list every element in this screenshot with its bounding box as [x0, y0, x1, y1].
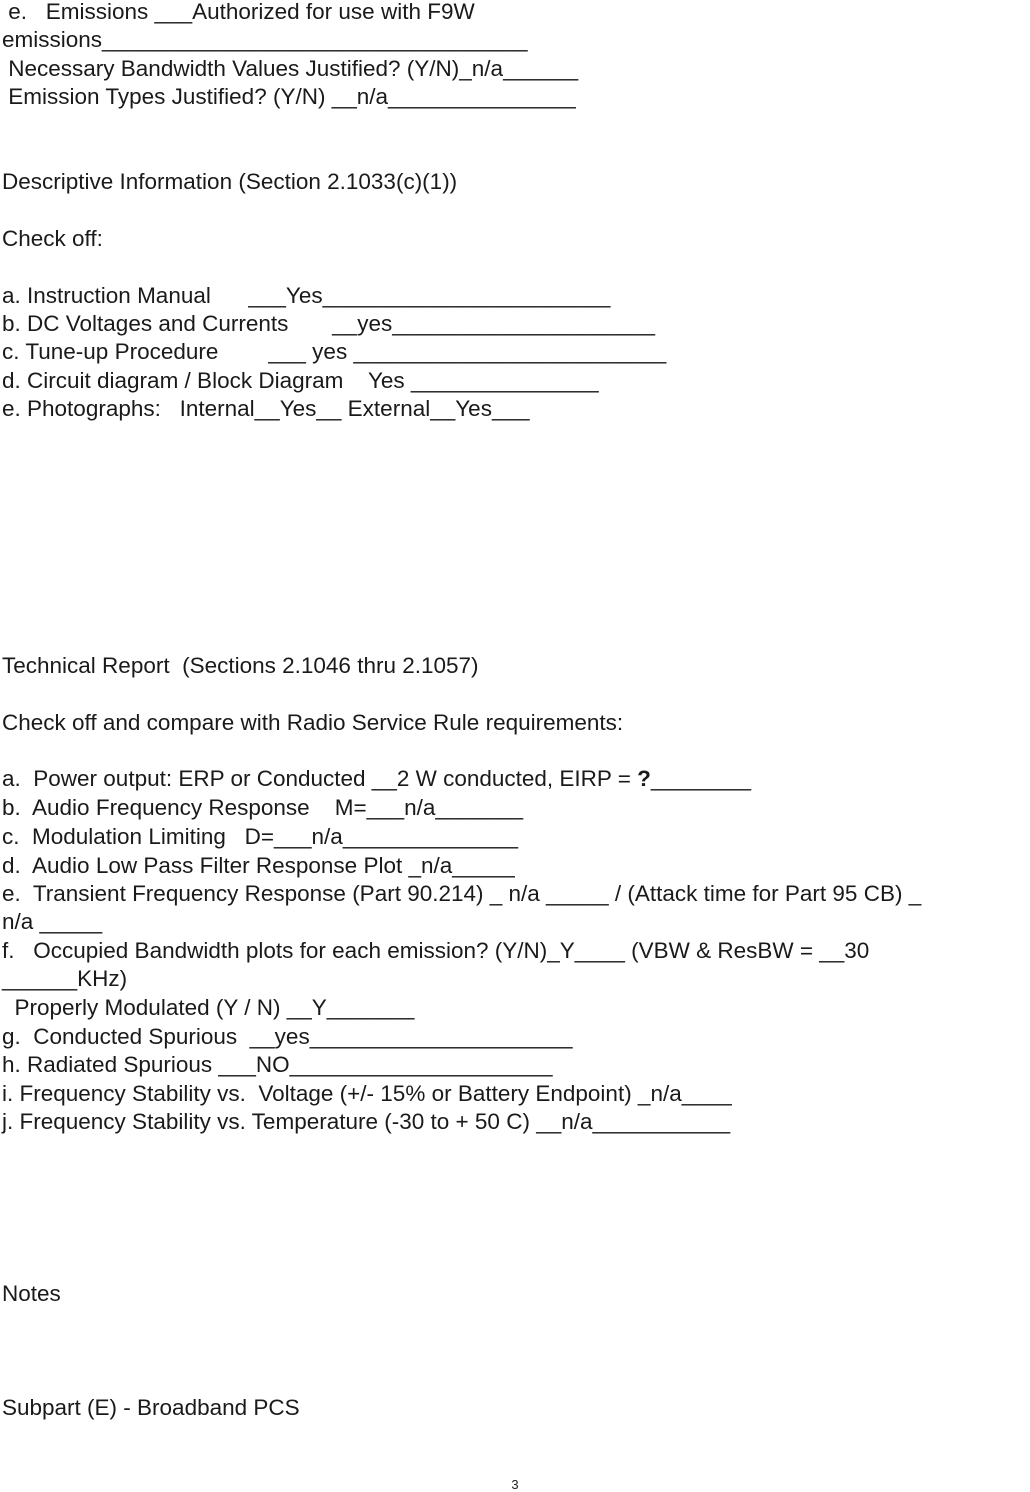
subpart-heading: Subpart (E) - Broadband PCS	[2, 1395, 300, 1420]
technical-item: b. Audio Frequency Response M=___n/a_______	[2, 795, 523, 820]
technical-item: g. Conducted Spurious __yes_____________________	[2, 1024, 573, 1049]
technical-item: d. Audio Low Pass Filter Response Plot _n/a_____	[2, 853, 515, 878]
technical-item: j. Frequency Stability vs. Temperature (-30 to + 50 C) __n/a___________	[2, 1109, 731, 1134]
technical-item: ______KHz)	[2, 966, 128, 991]
notes-heading: Notes	[2, 1281, 61, 1306]
technical-item: n/a _____	[2, 909, 103, 934]
checklist-item: a. Instruction Manual ___Yes_______________________	[2, 283, 611, 308]
technical-heading: Technical Report (Sections 2.1046 thru 2.1057)	[2, 653, 479, 678]
technical-item: e. Transient Frequency Response (Part 90.214) _ n/a _____ / (Attack time for Part 95 CB) _	[2, 881, 922, 906]
technical-item-a: a. Power output: ERP or Conducted __2 W conducted, EIRP = ?________	[2, 766, 752, 791]
descriptive-check-off: Check off:	[2, 226, 103, 251]
emissions-line: Emission Types Justified? (Y/N) __n/a_______________	[2, 84, 576, 109]
technical-item: i. Frequency Stability vs. Voltage (+/- 15% or Battery Endpoint) _n/a____	[2, 1081, 732, 1106]
checklist-item: e. Photographs: Internal__Yes__ External__Yes___	[2, 396, 530, 421]
emissions-line: emissions__________________________________	[2, 27, 528, 52]
checklist-item: d. Circuit diagram / Block Diagram Yes _______________	[2, 368, 599, 393]
checklist-item: c. Tune-up Procedure ___ yes _________________________	[2, 339, 667, 364]
technical-item: c. Modulation Limiting D=___n/a______________	[2, 824, 519, 849]
emissions-line: Necessary Bandwidth Values Justified? (Y/N)_n/a______	[2, 56, 579, 81]
technical-check-off: Check off and compare with Radio Service Rule requirements:	[2, 710, 624, 735]
technical-item: h. Radiated Spurious ___NO_____________________	[2, 1052, 553, 1077]
page-number: 3	[511, 1477, 519, 1492]
technical-item: f. Occupied Bandwidth plots for each emission? (Y/N)_Y____ (VBW & ResBW = __30	[2, 938, 870, 963]
checklist-item: b. DC Voltages and Currents __yes_____________________	[2, 311, 655, 336]
descriptive-heading: Descriptive Information (Section 2.1033(c)(1))	[2, 169, 458, 194]
emissions-line: e. Emissions ___Authorized for use with F9W	[2, 0, 475, 24]
technical-item: Properly Modulated (Y / N) __Y_______	[2, 995, 415, 1020]
